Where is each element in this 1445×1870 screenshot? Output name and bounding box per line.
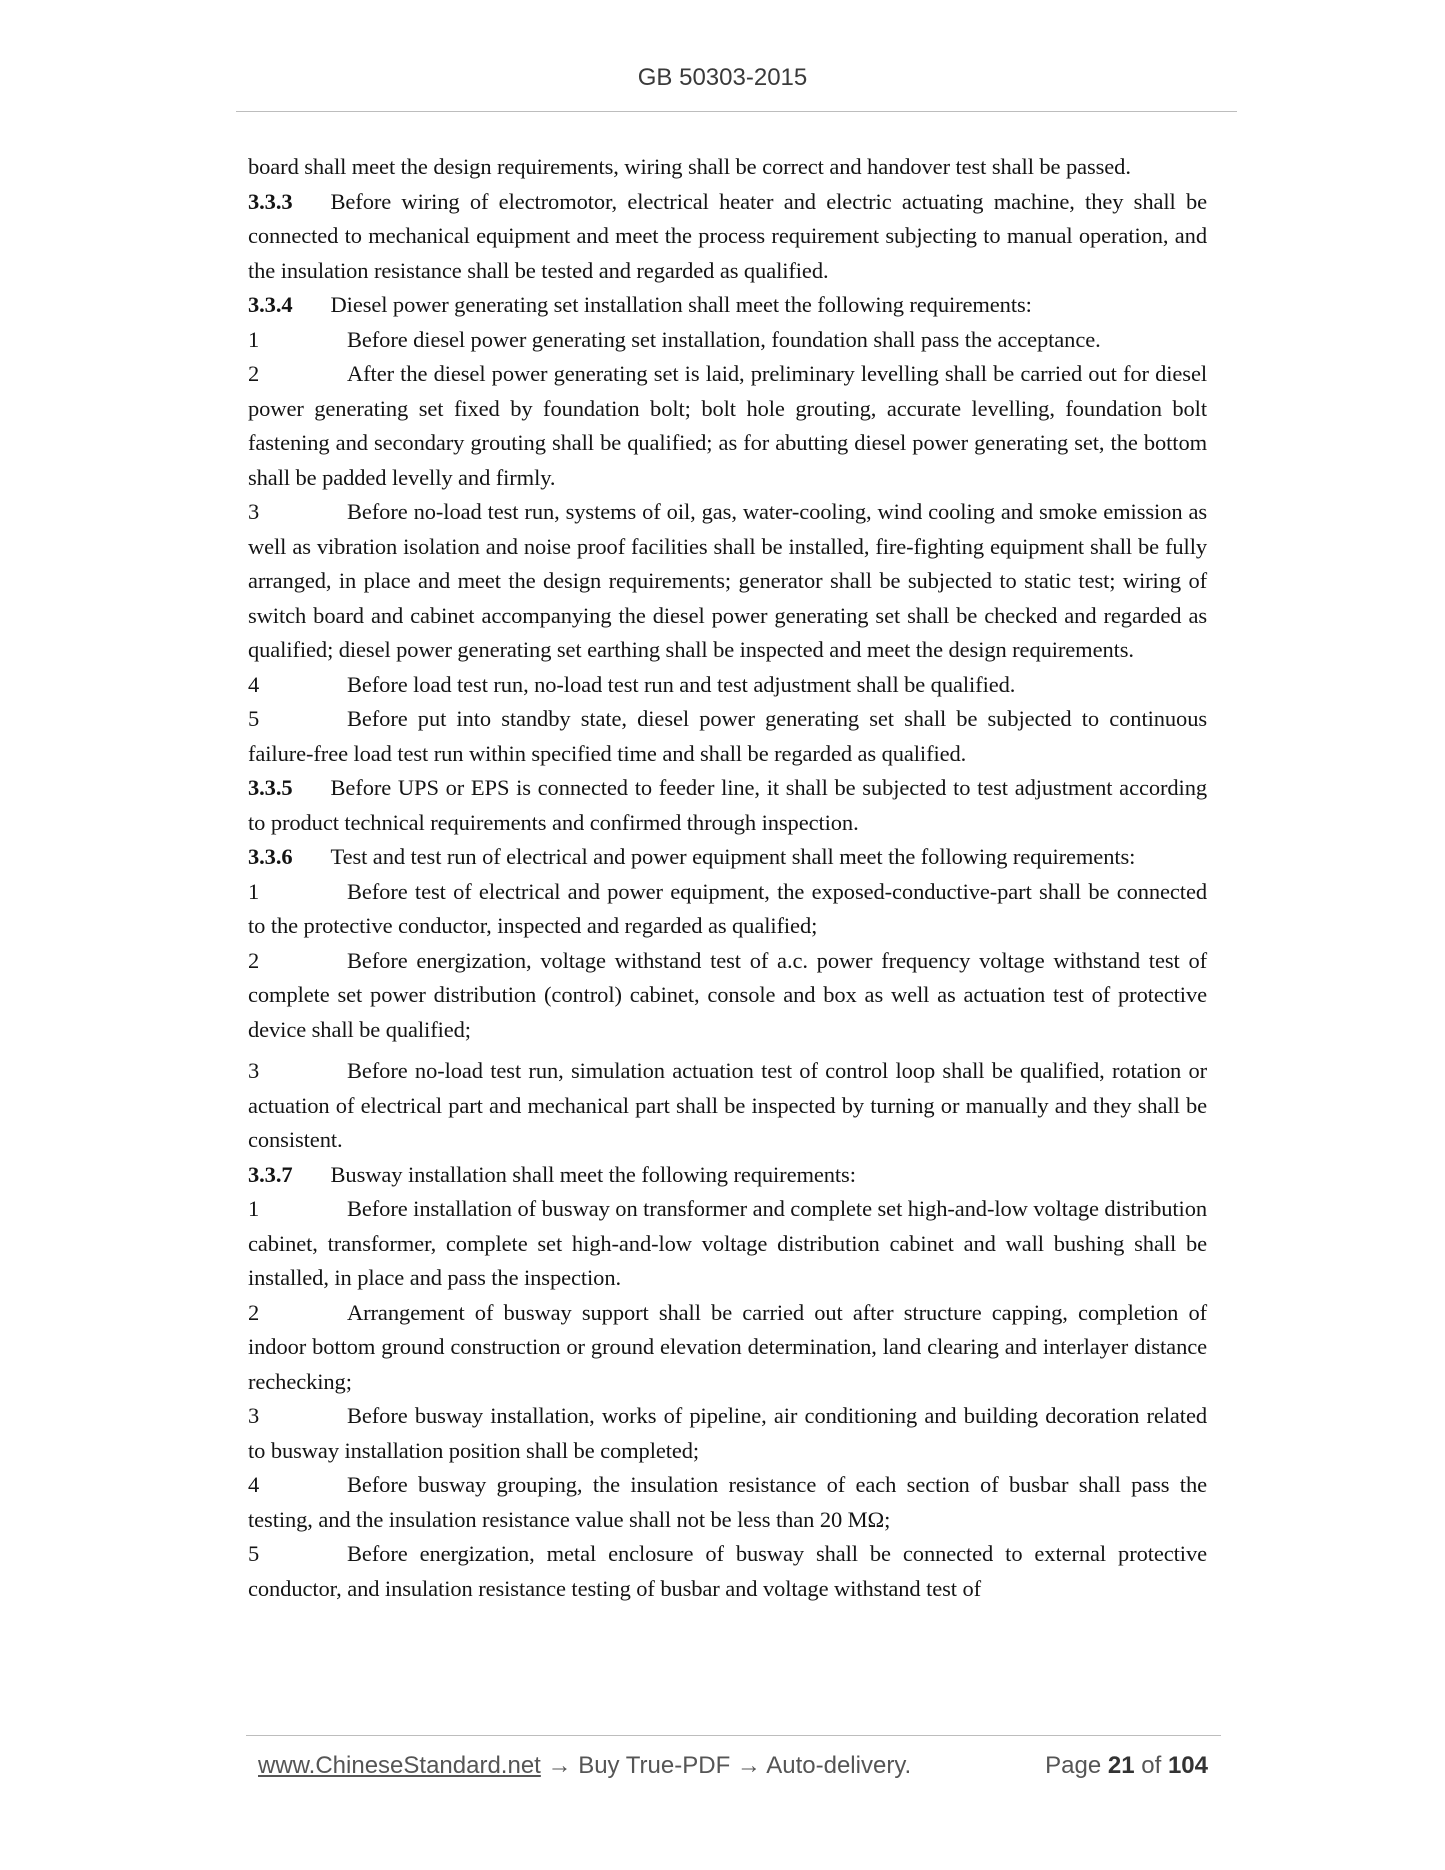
- page-footer: [258, 1752, 1208, 1780]
- page-total: 104: [1167, 1752, 1208, 1779]
- item-index: 3: [248, 1403, 260, 1428]
- clause-3-3-3: 3.3.3 Before wiring of electromotor, electrical heater and electric actuating machine, they shall be connected to mechanical equipment and meet the process requirement subjecting to manual operation, and the insulation resistance shall be tested and regarded as qualified.: [248, 188, 1207, 283]
- clause-3-3-6: 3.3.6 Test and test run of electrical and power equipment shall meet the following requirements:: [248, 844, 1136, 869]
- list-item: 3 Before busway installation, works of pipeline, air conditioning and building decoration related to busway installation position shall be completed;: [248, 1399, 1207, 1468]
- clause-number: 3.3.3: [248, 188, 293, 214]
- item-index: 1: [248, 878, 260, 904]
- standard-code: GB 50303-2015: [637, 64, 808, 91]
- arrow-right-icon: →: [736, 1752, 761, 1779]
- list-item: 4 Before load test run, no-load test run and test adjustment shall be qualified.: [248, 668, 1207, 703]
- clause-3-3-5: 3.3.5 Before UPS or EPS is connected to feeder line, it shall be subjected to test adjustment according to product technical requirements and confirmed through inspection.: [248, 775, 1207, 835]
- item-index: 4: [248, 671, 260, 697]
- paragraph: board shall meet the design requirements, wiring shall be correct and handover test shall be passed.: [248, 154, 1131, 179]
- list-item: 3 Before no-load test run, simulation actuation test of control loop shall be qualified, rotation or actuation of electrical part and mechanical part shall be inspected by turning or manually and they shall be consistent.: [248, 1054, 1207, 1158]
- list-item: 2 Arrangement of busway support shall be carried out after structure capping, completion of indoor bottom ground construction or ground elevation determination, land clearing and interlayer distance rechecking;: [248, 1296, 1207, 1400]
- item-index: 3: [248, 499, 260, 524]
- item-index: 2: [248, 947, 260, 973]
- buy-pdf-text: Buy True-PDF: [578, 1752, 731, 1779]
- list-item: 2 After the diesel power generating set is laid, preliminary levelling shall be carried out for diesel power generating set fixed by foundation bolt; bolt hole grouting, accurate levelling, foundation bolt fastening and secondary grouting shall be qualified; as for abutting diesel power generating set, the bottom shall be padded levelly and firmly.: [248, 357, 1207, 495]
- clause-number: 3.3.5: [248, 775, 293, 800]
- clause-number: 3.3.6: [248, 844, 293, 869]
- item-index: 3: [248, 1058, 260, 1083]
- list-item: 5 Before energization, metal enclosure of busway shall be connected to external protective conductor, and insulation resistance testing of busbar and voltage withstand test of: [248, 1537, 1207, 1606]
- item-index: 5: [248, 1541, 260, 1566]
- item-index: 4: [248, 1472, 260, 1497]
- item-index: 5: [248, 706, 260, 731]
- page-indicator: Page 21 of 104: [1045, 1752, 1208, 1779]
- list-item: 4 Before busway grouping, the insulation resistance of each section of busbar shall pass the testing, and the insulation resistance value shall not be less than 20 MΩ;: [248, 1468, 1207, 1537]
- clause-number: 3.3.7: [248, 1161, 293, 1187]
- list-item: 1 Before diesel power generating set installation, foundation shall pass the acceptance.: [248, 323, 1207, 358]
- list-item: 2 Before energization, voltage withstand test of a.c. power frequency voltage withstand test of complete set power distribution (control) cabinet, console and box as well as actuation test of protective device shall be qualified;: [248, 944, 1207, 1048]
- item-index: 2: [248, 1299, 260, 1325]
- item-index: 1: [248, 326, 260, 352]
- list-item: 1 Before test of electrical and power equipment, the exposed-conductive-part shall be connected to the protective conductor, inspected and regarded as qualified;: [248, 875, 1207, 944]
- list-item: 1 Before installation of busway on transformer and complete set high-and-low voltage distribution cabinet, transformer, complete set high-and-low voltage distribution cabinet and wall bushing shall be installed, in place and pass the inspection.: [248, 1192, 1207, 1296]
- page-number: 21: [1107, 1752, 1135, 1779]
- clause-3-3-7: 3.3.7 Busway installation shall meet the following requirements:: [248, 1161, 856, 1187]
- arrow-right-icon: →: [547, 1752, 572, 1779]
- list-item: 5 Before put into standby state, diesel power generating set shall be subjected to continuous failure-free load test run within specified time and shall be regarded as qualified.: [248, 702, 1207, 771]
- header-divider: [236, 111, 1237, 112]
- item-index: 1: [248, 1196, 260, 1221]
- site-link[interactable]: www.ChineseStandard.net: [258, 1752, 541, 1779]
- document-body: [248, 150, 1207, 1606]
- page-header: [0, 64, 1445, 92]
- footer-divider: [246, 1735, 1221, 1736]
- list-item: 3 Before no-load test run, systems of oil, gas, water-cooling, wind cooling and smoke emission as well as vibration isolation and noise proof facilities shall be installed, fire-fighting equipment shall be fully arranged, in place and meet the design requirements; generator shall be subjected to static test; wiring of switch board and cabinet accompanying the diesel power generating set shall be checked and regarded as qualified; diesel power generating set earthing shall be inspected and meet the design requirements.: [248, 495, 1207, 668]
- delivery-text: Auto-delivery.: [766, 1752, 912, 1779]
- item-index: 2: [248, 361, 260, 386]
- clause-3-3-4: 3.3.4 Diesel power generating set installation shall meet the following requirements:: [248, 292, 1032, 317]
- clause-number: 3.3.4: [248, 292, 293, 317]
